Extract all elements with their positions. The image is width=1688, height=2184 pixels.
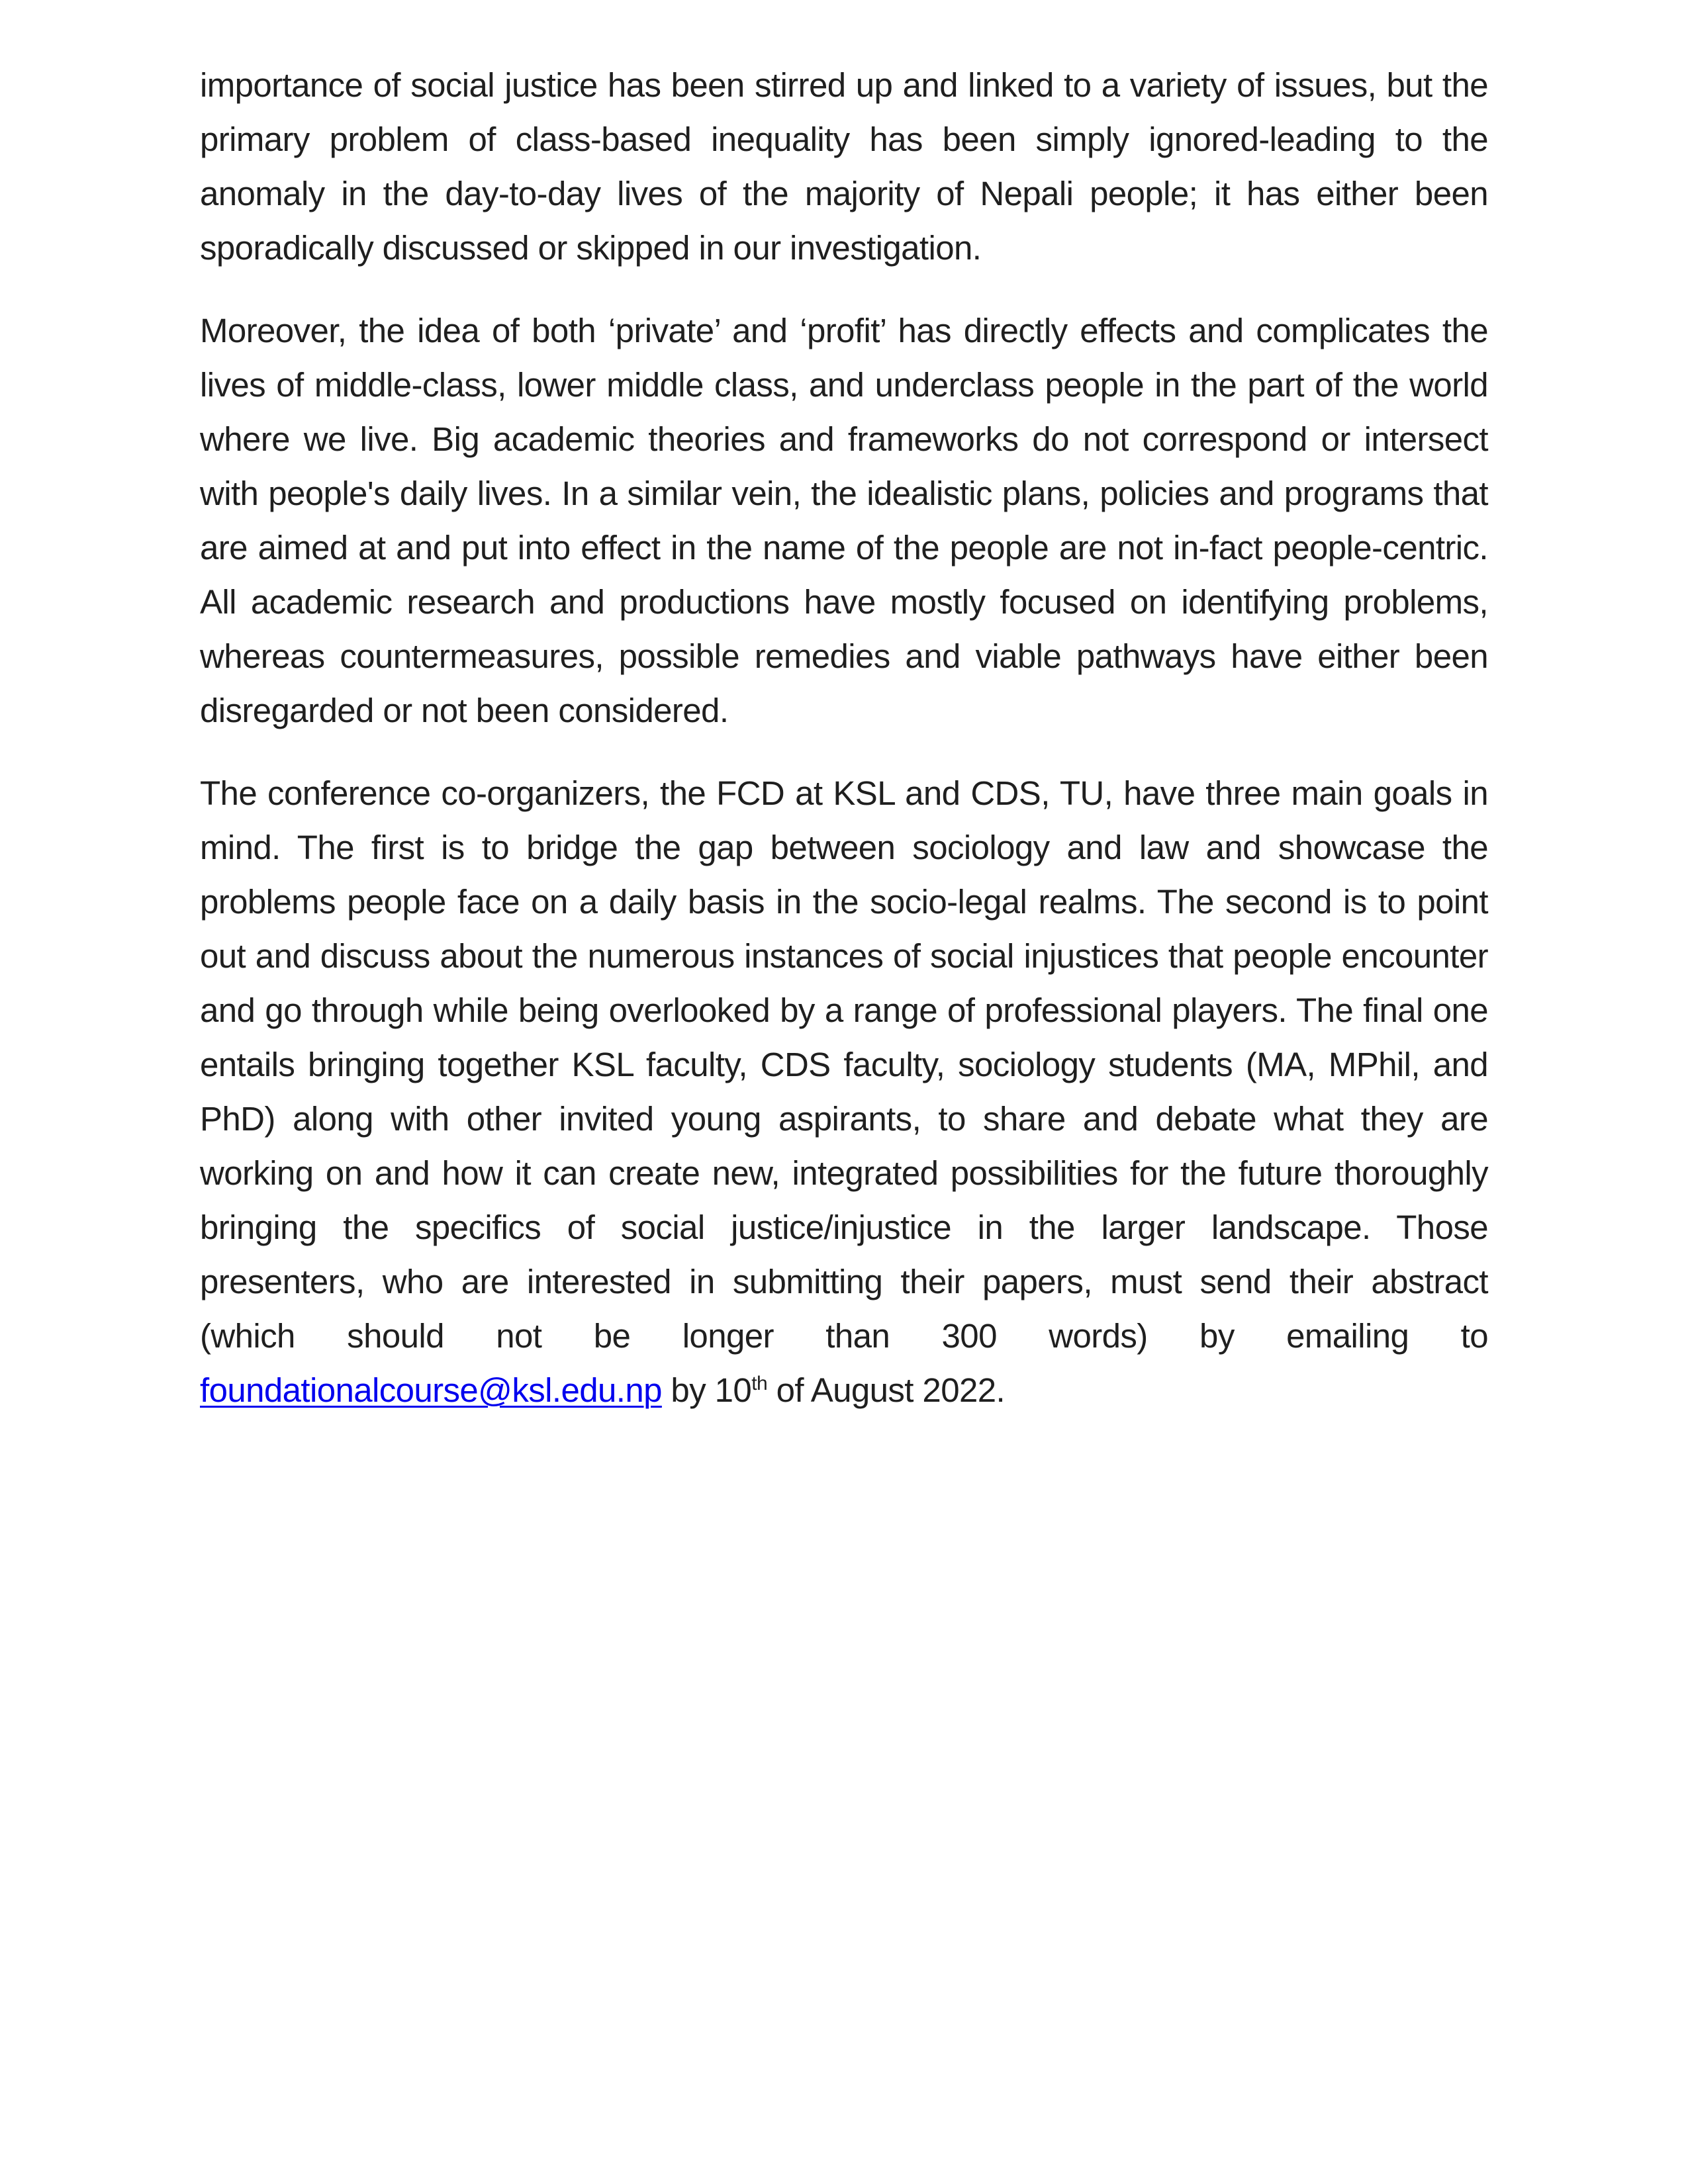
- conference-goals-text: The conference co-organizers, the FCD at KSL and CDS, TU, have three main goals in mind. The first is to bridge the gap between sociology and law and showcase the problems people face on a daily basis in the socio-legal realms. The second is to point out and discuss about the numerous instances of social injustices that people encounter and go through while being overlooked by a range of professional players. The final one entails bringing together KSL faculty, CDS faculty, sociology students (MA, MPhil, and PhD) along with other invited young aspirants, to share and debate what they are working on and how it can create new, integrated possibilities for the future thoroughly bringing the specifics of social justice/injustice in the larger landscape. Those presenters, who are interested in submitting their papers, must send their abstract (which should not be longer than 300 words) by emailing to: [200, 774, 1488, 1355]
- deadline-text: by 10: [661, 1371, 752, 1409]
- document-page: [200, 58, 1488, 1446]
- deadline-month-text: of August 2022.: [767, 1371, 1006, 1409]
- email-link[interactable]: foundationalcourse@ksl.edu.np: [200, 1371, 662, 1409]
- paragraph-social-justice-intro: importance of social justice has been stirred up and linked to a variety of issues, but the primary problem of class-based inequality has been simply ignored-leading to the anomaly in the day-to-day lives of the majority of Nepali people; it has either been sporadically discussed or skipped in our investigation.: [200, 66, 1488, 267]
- paragraph-private-profit: Moreover, the idea of both ‘private’ and ‘profit’ has directly effects and complicates the lives of middle-class, lower middle class, and underclass people in the part of the world where we live. Big academic theories and frameworks do not correspond or intersect with people's daily lives. In a similar vein, the idealistic plans, policies and programs that are aimed at and put into effect in the name of the people are not in-fact people-centric. All academic research and productions have mostly focused on identifying problems, whereas countermeasures, possible remedies and viable pathways have either been disregarded or not been considered.: [200, 312, 1488, 729]
- ordinal-superscript: th: [751, 1373, 768, 1394]
- paragraph-conference-goals: [200, 766, 1488, 1418]
